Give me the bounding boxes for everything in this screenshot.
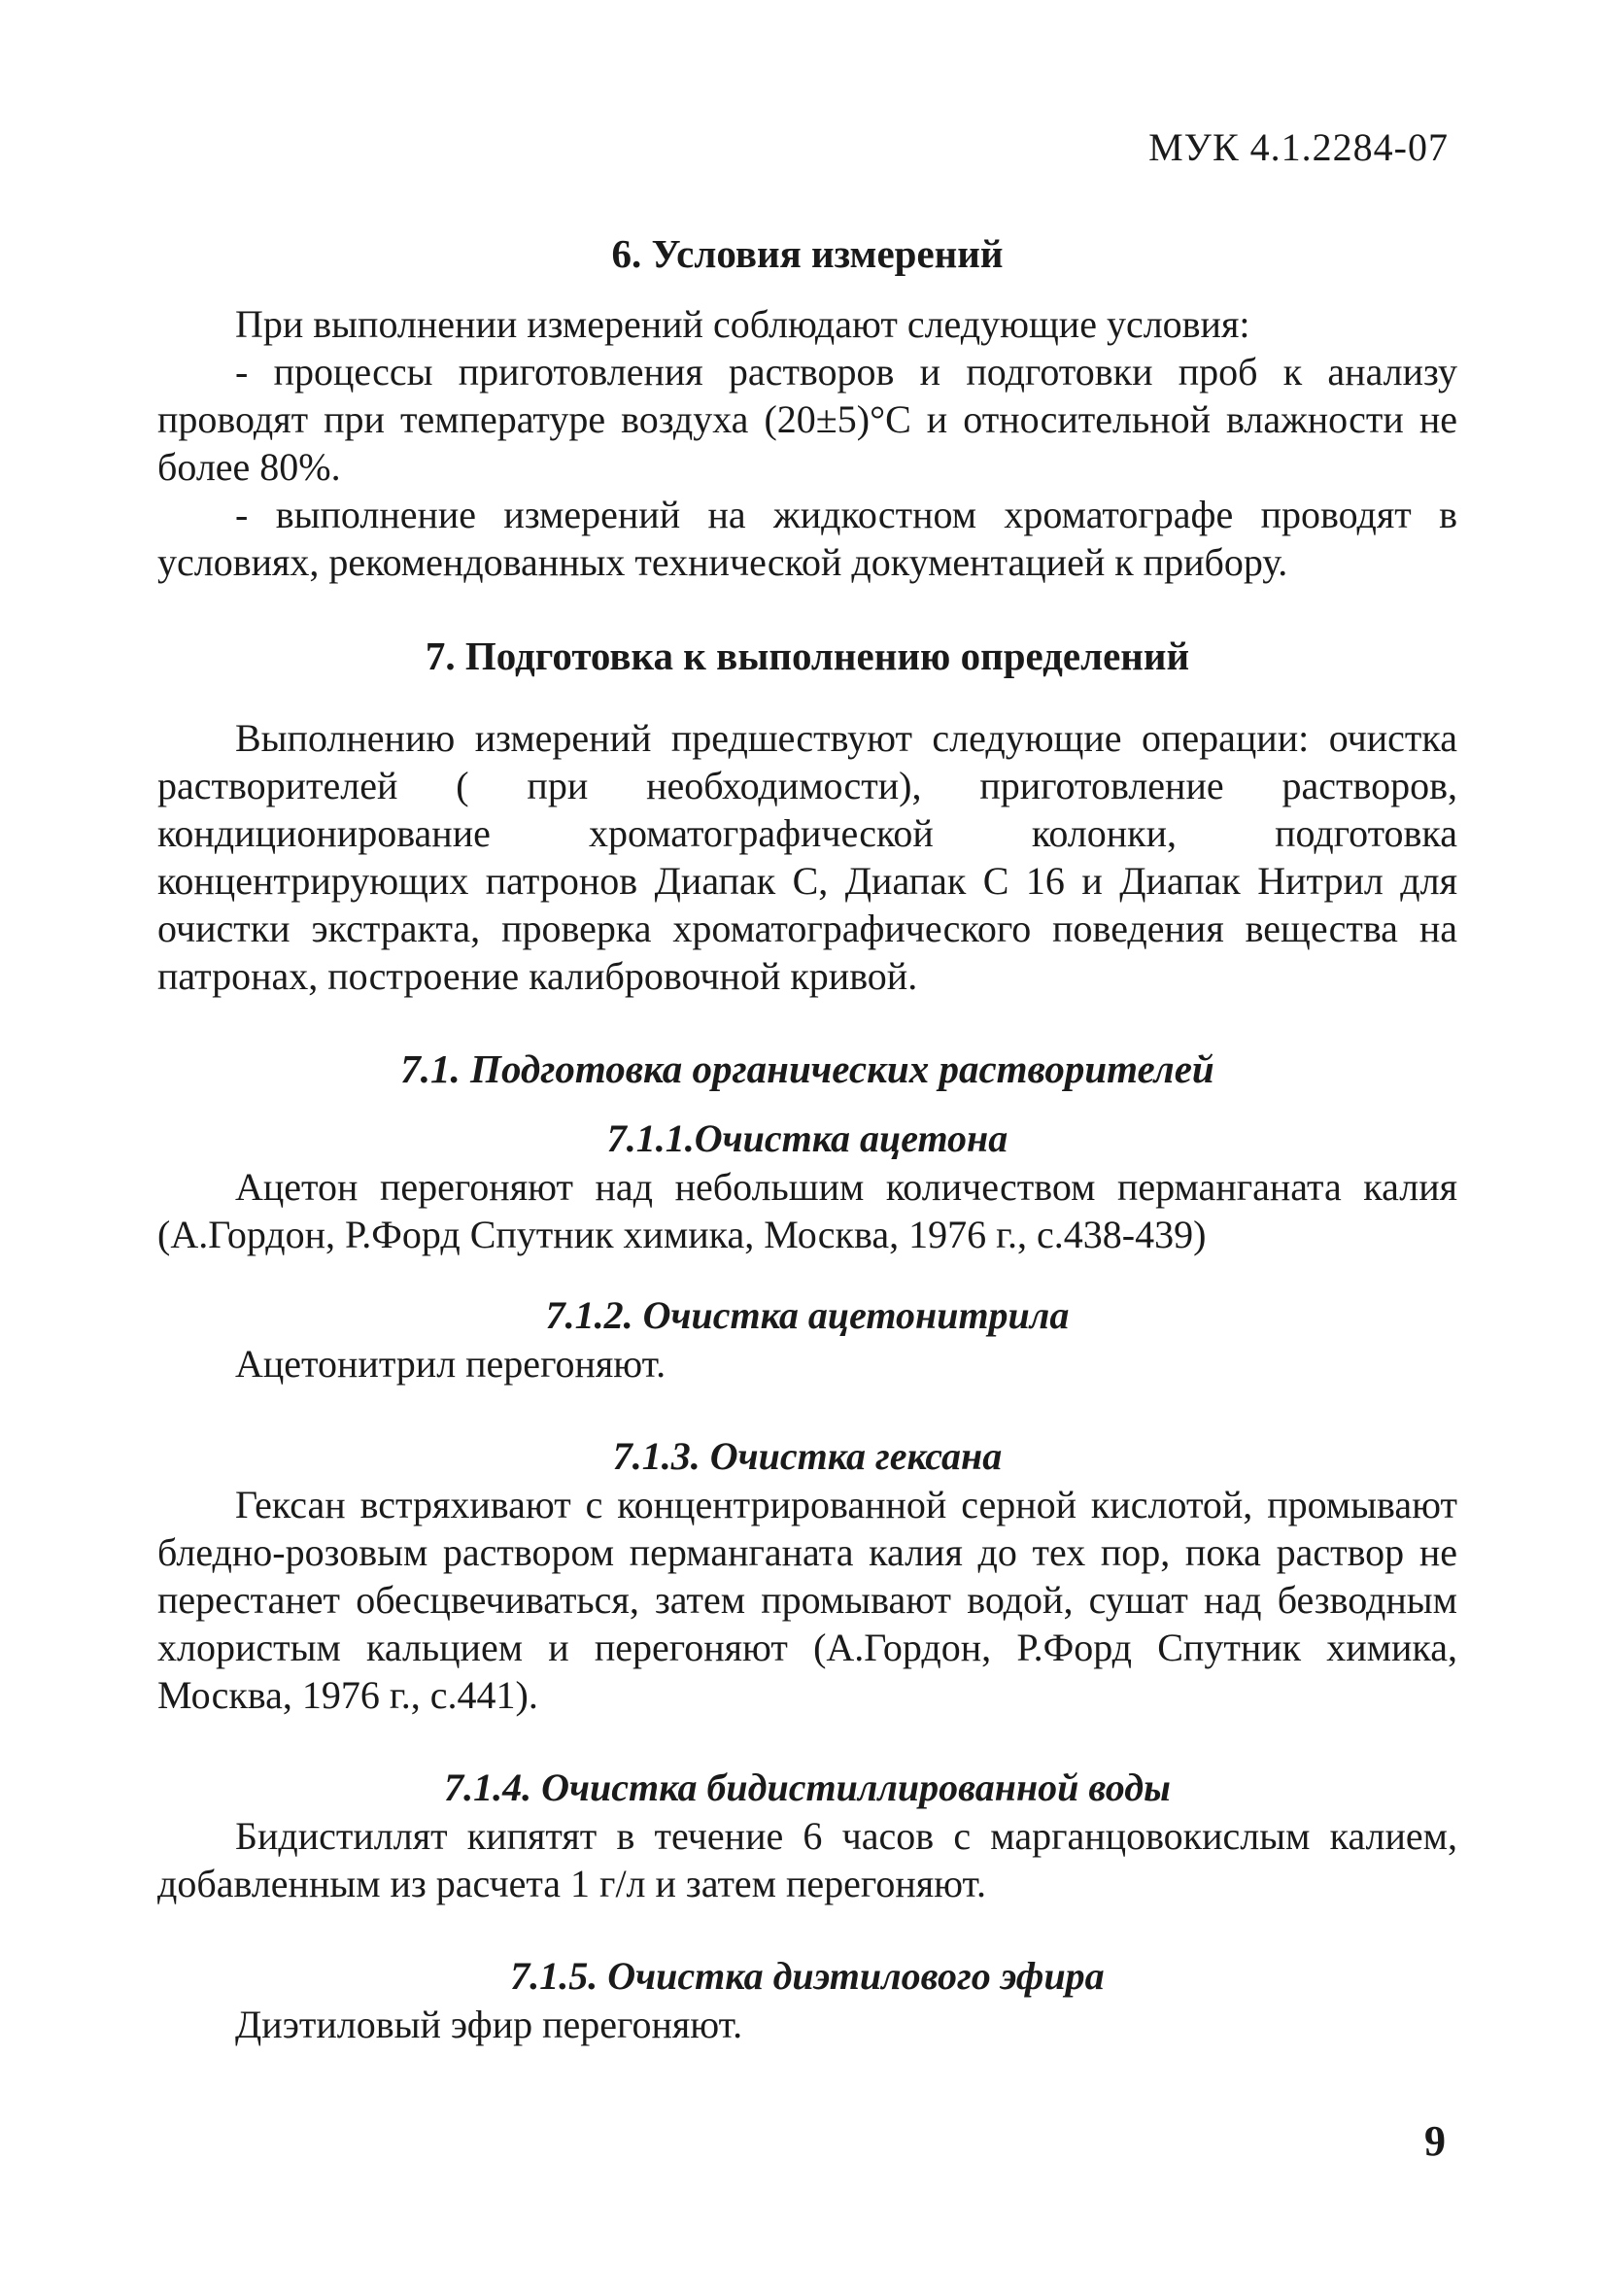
page-number: 9 — [1424, 2117, 1446, 2165]
section-7-1-1-title: 7.1.1.Очистка ацетона — [606, 1116, 1008, 1160]
section-7-1-5-title: 7.1.5. Очистка диэтилового эфира — [510, 1954, 1105, 1998]
section-7-1-3-text: Гексан встряхивают с концентрированной серной кислотой, промывают бледно-розовым раствором перманганата калия до тех пор, пока раствор не перестанет обесцвечиваться, затем промывают водой, сушат над безводным хлористым кальцием и перегоняют (А.Гордон, Р.Форд Спутник химика, Москва, 1976 г., с.441). — [157, 1483, 1457, 1717]
section-7-1-4-text: Бидистиллят кипятят в течение 6 часов с марганцовокислым калием, добавленным из расчета 1 г/л и затем перегоняют. — [157, 1814, 1457, 1905]
section-7-1-3-title: 7.1.3. Очистка гексана — [612, 1434, 1003, 1478]
section-7-1-5-text: Диэтиловый эфир перегоняют. — [235, 2003, 743, 2046]
section-7-1-2-title: 7.1.2. Очистка ацетонитрила — [545, 1293, 1070, 1337]
section-7-1-title: 7.1. Подготовка органических растворителей — [400, 1046, 1214, 1091]
section-7-paragraph: Выполнению измерений предшествуют следующие операции: очистка растворителей ( при необходимости), приготовление растворов, кондиционирование хроматографической колонки, подготовка концентрирующих патронов Диапак С, Диапак С 16 и Диапак Нитрил для очистки экстракта, проверка хроматографического поведения вещества на патронах, построение калибровочной кривой. — [157, 716, 1457, 998]
section-6-condition-1: - процессы приготовления растворов и подготовки проб к анализу проводят при температуре воздуха (20±5)°С и относительной влажности не более 80%. — [157, 350, 1457, 489]
section-6-title: 6. Условия измерений — [611, 231, 1004, 276]
page-content — [157, 228, 1457, 2048]
section-7-title: 7. Подготовка к выполнению определений — [425, 634, 1190, 678]
section-7-1-1-text: Ацетон перегоняют над небольшим количеством перманганата калия (А.Гордон, Р.Форд Спутник химика, Москва, 1976 г., с.438-439) — [157, 1165, 1457, 1256]
section-6-intro: При выполнении измерений соблюдают следующие условия: — [235, 302, 1250, 346]
section-6-condition-2: - выполнение измерений на жидкостном хроматографе проводят в условиях, рекомендованных технической документацией к прибору. — [157, 493, 1457, 584]
document-code: МУК 4.1.2284-07 — [1148, 125, 1449, 169]
section-7-1-2-text: Ацетонитрил перегоняют. — [235, 1342, 666, 1386]
section-7-1-4-title: 7.1.4. Очистка бидистиллированной воды — [444, 1765, 1171, 1809]
